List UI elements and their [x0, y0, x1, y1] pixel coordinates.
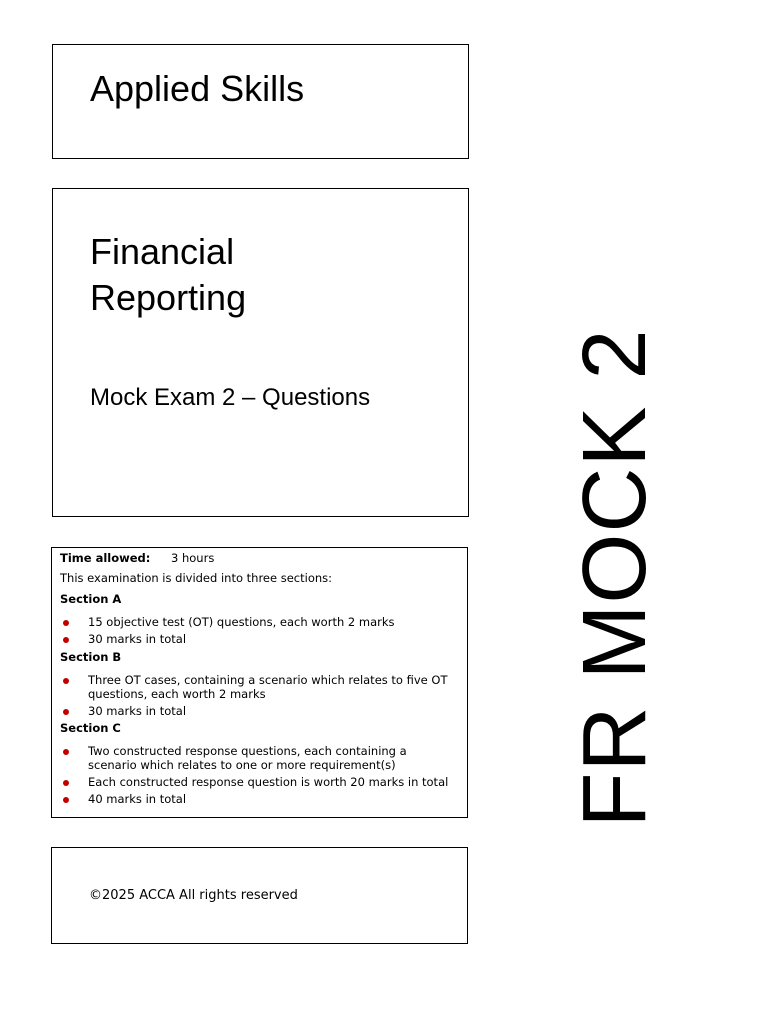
section-a-title: Section A	[60, 592, 122, 606]
list-item: Two constructed response questions, each containing a scenario which relates to one or more requirement(s)	[60, 745, 459, 772]
subject-title-line2: Reporting	[90, 277, 247, 318]
subject-title-line1: Financial	[90, 231, 235, 272]
list-item: 30 marks in total	[60, 633, 459, 647]
subject-title	[90, 229, 246, 321]
list-item: 40 marks in total	[60, 793, 459, 807]
section-c-title: Section C	[60, 721, 121, 735]
bullet-icon	[63, 780, 69, 786]
exam-name: Mock Exam 2 – Questions	[90, 384, 371, 411]
bullet-icon	[63, 678, 69, 684]
time-allowed-value: 3 hours	[171, 551, 215, 565]
list-item: Three OT cases, containing a scenario which relates to five OT questions, each worth 2 marks	[60, 674, 459, 701]
bullet-icon	[63, 797, 69, 803]
section-b-list	[60, 674, 459, 718]
exam-info-box	[51, 547, 468, 818]
subject-box	[52, 188, 469, 517]
copyright-text: ©2025 ACCA All rights reserved	[89, 888, 298, 903]
bullet-icon	[63, 637, 69, 643]
time-allowed-row	[60, 550, 215, 567]
exam-intro: This examination is divided into three sections:	[60, 571, 333, 585]
bullet-icon	[63, 749, 69, 755]
section-a-list	[60, 616, 459, 647]
list-item: 15 objective test (OT) questions, each worth 2 marks	[60, 616, 459, 630]
list-item: Each constructed response question is worth 20 marks in total	[60, 776, 459, 790]
section-c-list	[60, 745, 459, 806]
side-title: FR MOCK 2	[565, 328, 665, 828]
time-allowed-label: Time allowed:	[60, 551, 151, 565]
section-b-title: Section B	[60, 650, 122, 664]
level-box	[52, 44, 469, 159]
bullet-icon	[63, 709, 69, 715]
copyright-box	[51, 847, 468, 944]
list-item: 30 marks in total	[60, 705, 459, 719]
level-heading: Applied Skills	[90, 68, 305, 109]
bullet-icon	[63, 620, 69, 626]
